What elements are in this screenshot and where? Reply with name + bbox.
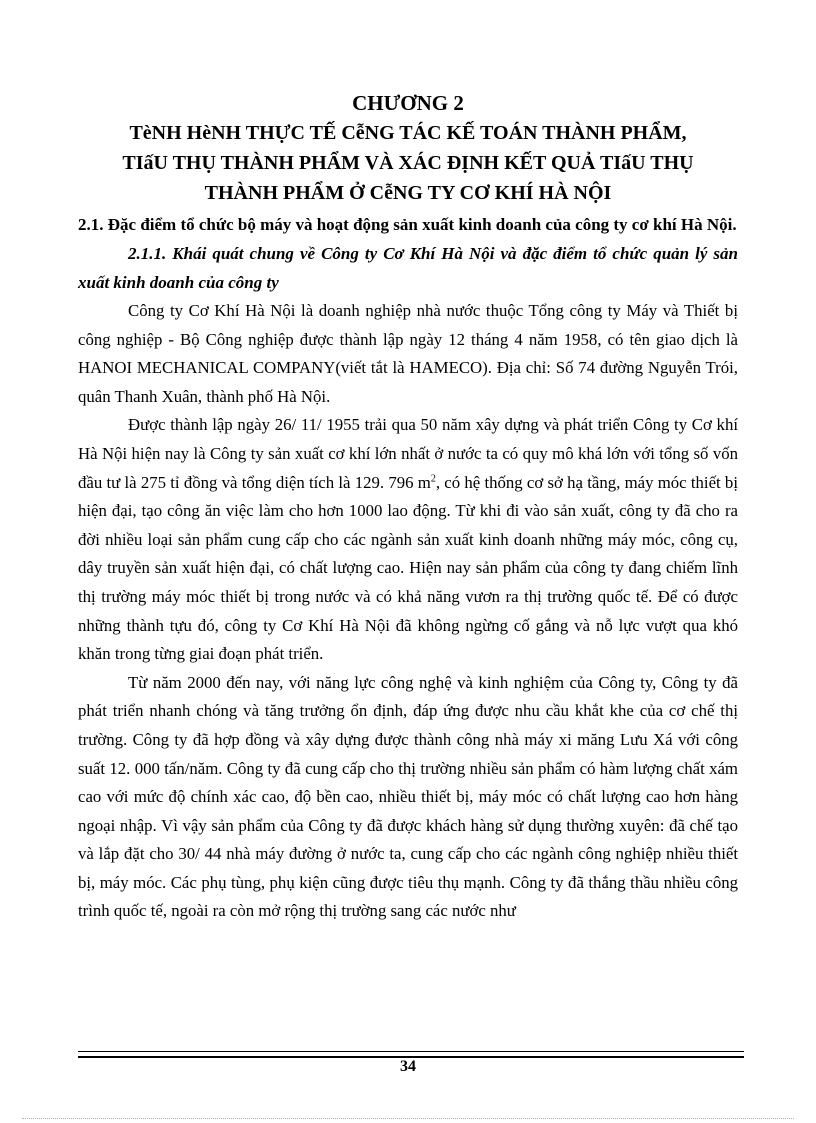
chapter-title-line: TèNH HèNH THỰC TẾ CễNG TÁC KẾ TOÁN THÀNH PHẨM, (129, 122, 687, 144)
paragraph-2-text-cont: , có hệ thống cơ sở hạ tầng, máy móc thiết bị hiện đại, tạo công ăn việc làm cho hơn 1000 lao động. Từ khi đi vào sản xuất, công ty đã cho ra đời nhiều loại sản phẩm cung cấp cho các ngành sản xuất kinh doanh những máy móc, công cụ, dây truyền sản xuất hiện đại, có chất lượng cao. Hiện nay sản phẩm của công ty đang chiếm lĩnh thị trường máy móc thiết bị trong nước và có khả năng vươn ra thị trường quốc tế. Để có được những thành tựu đó, công ty Cơ Khí Hà Nội đã không ngừng cố gắng và nỗ lực vượt qua khó khăn trong từng giai đoạn phát triển. (78, 472, 738, 664)
subsection-heading: 2.1.1. Khái quát chung về Công ty Cơ Khí Hà Nội và đặc điểm tổ chức quản lý sản xuất kinh doanh của công ty (78, 244, 738, 292)
section-heading: 2.1. Đặc điểm tổ chức bộ máy và hoạt động sản xuất kinh doanh của công ty cơ khí Hà Nội. (78, 215, 737, 234)
footer-double-rule (78, 1051, 744, 1058)
page-number: 34 (400, 1058, 416, 1075)
chapter-number: CHƯƠNG 2 (352, 91, 464, 115)
paragraph-2-text: Được thành lập ngày 26/ 11/ 1955 trải qua 50 năm xây dựng và phát triển Công ty Cơ khí Hà Nội hiện nay là Công ty sản xuất cơ khí lớn nhất ở nước ta có quy mô khá lớn với tổng số vốn đầu tư là 275 tỉ đồng và tổng diện tích là 129. 796 m (78, 415, 738, 492)
chapter-title (78, 118, 738, 208)
paragraph-2 (78, 411, 738, 668)
document-page (78, 88, 738, 926)
page-bottom-border (22, 1118, 794, 1119)
chapter-title-line: TIấU THỤ THÀNH PHẨM VÀ XÁC ĐỊNH KẾT QUẢ TIấU THỤ (122, 152, 694, 174)
paragraph-3: Từ năm 2000 đến nay, với năng lực công nghệ và kinh nghiệm của Công ty, Công ty đã phát triển nhanh chóng và tăng trưởng ổn định, đáp ứng được nhu cầu khắt khe của cơ chế thị trường. Công ty đã hợp đồng và xây dựng được thành công nhà máy xi măng Lưu Xá với công suất 12. 000 tấn/năm. Công ty đã cung cấp cho thị trường nhiều sản phẩm có hàm lượng chất xám cao với mức độ chính xác cao, độ bền cao, nhiều thiết bị, máy móc có chất lượng cao hơn hàng ngoại nhập. Vì vậy sản phẩm của Công ty đã được khách hàng sử dụng thường xuyên: đã chế tạo và lắp đặt cho 30/ 44 nhà máy đường ở nước ta, cung cấp cho các ngành công nghiệp nhiều thiết bị, máy móc. Các phụ tùng, phụ kiện cũng được tiêu thụ mạnh. Công ty đã thắng thầu nhiều công trình quốc tế, ngoài ra còn mở rộng thị trường sang các nước như (78, 672, 738, 921)
superscript: 2 (430, 472, 436, 484)
paragraph-1: Công ty Cơ Khí Hà Nội là doanh nghiệp nhà nước thuộc Tổng công ty Máy và Thiết bị công nghiệp - Bộ Công nghiệp được thành lập ngày 12 tháng 4 năm 1958, có tên giao dịch là HANOI MECHANICAL COMPANY(viết tắt là HAMECO). Địa chỉ: Số 74 đường Nguyễn Trói, quân Thanh Xuân, thành phố Hà Nội. (78, 301, 738, 406)
chapter-title-line: THÀNH PHẨM Ở CễNG TY CƠ KHÍ HÀ NỘI (204, 182, 612, 204)
